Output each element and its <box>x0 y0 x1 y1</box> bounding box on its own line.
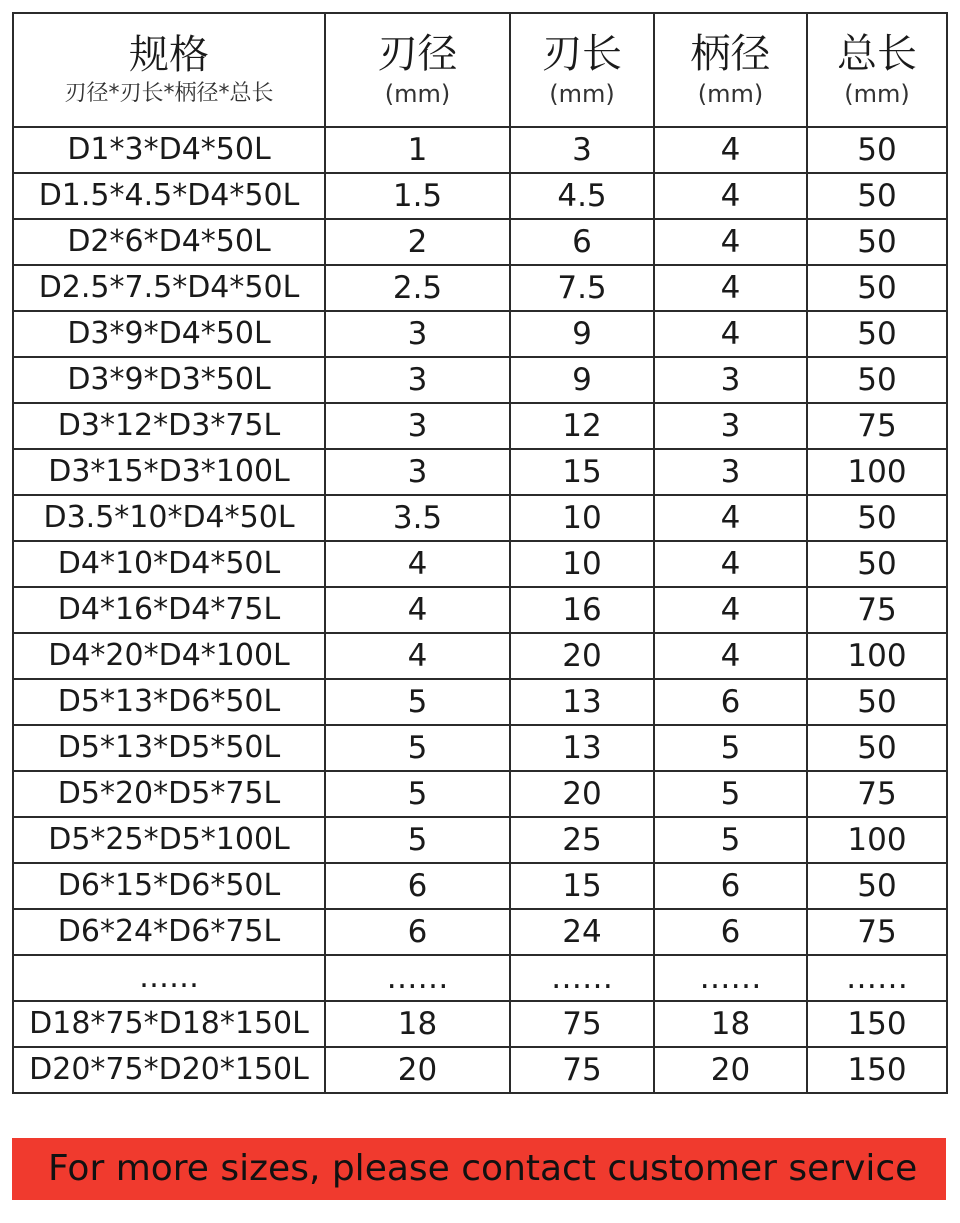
table-row <box>13 679 947 725</box>
overall-length-cell: 50 <box>807 357 947 403</box>
blade-diameter-cell: 4 <box>325 587 510 633</box>
spec-cell: D2.5*7.5*D4*50L <box>13 265 325 311</box>
header-spec-subtitle: 刃径*刃长*柄径*总长 <box>64 81 274 106</box>
table-row <box>13 1047 947 1093</box>
blade-diameter-cell: 6 <box>325 863 510 909</box>
spec-cell: D1.5*4.5*D4*50L <box>13 173 325 219</box>
table-row <box>13 403 947 449</box>
overall-length-cell: 150 <box>807 1047 947 1093</box>
table-row <box>13 173 947 219</box>
overall-length-cell: 50 <box>807 265 947 311</box>
overall-length-cell: 75 <box>807 771 947 817</box>
spec-cell: D1*3*D4*50L <box>13 127 325 173</box>
spec-cell: D3.5*10*D4*50L <box>13 495 325 541</box>
shank-diameter-cell: 4 <box>654 265 807 311</box>
blade-diameter-cell: 5 <box>325 817 510 863</box>
shank-diameter-cell: 3 <box>654 403 807 449</box>
blade-length-cell: 75 <box>510 1001 654 1047</box>
overall-length-cell: 50 <box>807 725 947 771</box>
header-shank-diameter-unit: (mm) <box>697 80 764 108</box>
spec-table-body <box>13 127 947 1093</box>
shank-diameter-cell: 4 <box>654 495 807 541</box>
blade-diameter-cell: 4 <box>325 633 510 679</box>
shank-diameter-cell: 4 <box>654 219 807 265</box>
shank-diameter-cell: 4 <box>654 173 807 219</box>
blade-diameter-cell: 20 <box>325 1047 510 1093</box>
blade-diameter-cell: 2 <box>325 219 510 265</box>
overall-length-cell: …… <box>807 955 947 1001</box>
spec-cell: D5*25*D5*100L <box>13 817 325 863</box>
blade-length-cell: 16 <box>510 587 654 633</box>
blade-length-cell: 13 <box>510 725 654 771</box>
spec-cell: D4*10*D4*50L <box>13 541 325 587</box>
table-row <box>13 357 947 403</box>
overall-length-cell: 100 <box>807 817 947 863</box>
overall-length-cell: 50 <box>807 541 947 587</box>
table-row <box>13 817 947 863</box>
table-row <box>13 725 947 771</box>
blade-diameter-cell: 1.5 <box>325 173 510 219</box>
table-row <box>13 955 947 1001</box>
blade-length-cell: 3 <box>510 127 654 173</box>
table-row <box>13 587 947 633</box>
table-row <box>13 1001 947 1047</box>
spec-cell: D3*12*D3*75L <box>13 403 325 449</box>
header-blade-length-title: 刃长 <box>542 31 622 77</box>
blade-diameter-cell: 3 <box>325 311 510 357</box>
overall-length-cell: 50 <box>807 219 947 265</box>
table-row <box>13 265 947 311</box>
overall-length-cell: 50 <box>807 173 947 219</box>
blade-length-cell: 15 <box>510 863 654 909</box>
overall-length-cell: 100 <box>807 633 947 679</box>
blade-diameter-cell: 5 <box>325 679 510 725</box>
spec-cell: D3*9*D3*50L <box>13 357 325 403</box>
overall-length-cell: 75 <box>807 909 947 955</box>
blade-length-cell: 75 <box>510 1047 654 1093</box>
overall-length-cell: 50 <box>807 495 947 541</box>
header-overall-length-unit: (mm) <box>844 80 910 108</box>
header-blade-length-unit: (mm) <box>549 80 615 108</box>
spec-cell: D3*9*D4*50L <box>13 311 325 357</box>
shank-diameter-cell: 4 <box>654 541 807 587</box>
blade-diameter-cell: 1 <box>325 127 510 173</box>
blade-length-cell: 24 <box>510 909 654 955</box>
shank-diameter-cell: 4 <box>654 311 807 357</box>
spec-cell: D5*13*D5*50L <box>13 725 325 771</box>
blade-length-cell: 20 <box>510 771 654 817</box>
blade-length-cell: 6 <box>510 219 654 265</box>
spec-cell: D5*13*D6*50L <box>13 679 325 725</box>
shank-diameter-cell: 6 <box>654 679 807 725</box>
blade-diameter-cell: 6 <box>325 909 510 955</box>
blade-diameter-cell: 3 <box>325 449 510 495</box>
shank-diameter-cell: 5 <box>654 771 807 817</box>
table-row <box>13 771 947 817</box>
header-row <box>13 13 947 127</box>
header-blade-diameter-title: 刃径 <box>377 31 458 77</box>
blade-diameter-cell: 2.5 <box>325 265 510 311</box>
table-row <box>13 863 947 909</box>
spec-cell: D2*6*D4*50L <box>13 219 325 265</box>
table-row <box>13 127 947 173</box>
spec-cell: D6*24*D6*75L <box>13 909 325 955</box>
header-spec-title: 规格 <box>129 32 209 78</box>
overall-length-cell: 50 <box>807 311 947 357</box>
shank-diameter-cell: 6 <box>654 863 807 909</box>
spec-cell: D4*20*D4*100L <box>13 633 325 679</box>
overall-length-cell: 150 <box>807 1001 947 1047</box>
shank-diameter-cell: 5 <box>654 817 807 863</box>
blade-diameter-cell: …… <box>325 955 510 1001</box>
header-blade-length <box>510 13 654 127</box>
spec-cell: D3*15*D3*100L <box>13 449 325 495</box>
table-row <box>13 541 947 587</box>
table-row <box>13 311 947 357</box>
shank-diameter-cell: 18 <box>654 1001 807 1047</box>
shank-diameter-cell: 4 <box>654 127 807 173</box>
blade-length-cell: 12 <box>510 403 654 449</box>
blade-diameter-cell: 18 <box>325 1001 510 1047</box>
table-row <box>13 219 947 265</box>
spec-cell: D4*16*D4*75L <box>13 587 325 633</box>
shank-diameter-cell: 6 <box>654 909 807 955</box>
blade-length-cell: 10 <box>510 495 654 541</box>
header-blade-diameter <box>325 13 510 127</box>
blade-length-cell: 10 <box>510 541 654 587</box>
table-row <box>13 495 947 541</box>
header-overall-length-title: 总长 <box>837 31 917 77</box>
blade-length-cell: 4.5 <box>510 173 654 219</box>
blade-length-cell: …… <box>510 955 654 1001</box>
blade-diameter-cell: 3 <box>325 403 510 449</box>
header-shank-diameter-title: 柄径 <box>690 31 771 77</box>
spec-cell: D6*15*D6*50L <box>13 863 325 909</box>
shank-diameter-cell: 5 <box>654 725 807 771</box>
spec-table <box>12 12 948 1094</box>
blade-diameter-cell: 3 <box>325 357 510 403</box>
blade-diameter-cell: 3.5 <box>325 495 510 541</box>
blade-length-cell: 25 <box>510 817 654 863</box>
header-spec <box>13 13 325 127</box>
blade-diameter-cell: 5 <box>325 771 510 817</box>
contact-banner: For more sizes, please contact customer service <box>12 1138 946 1200</box>
overall-length-cell: 100 <box>807 449 947 495</box>
header-blade-diameter-unit: (mm) <box>384 80 451 108</box>
overall-length-cell: 50 <box>807 127 947 173</box>
table-row <box>13 449 947 495</box>
blade-length-cell: 13 <box>510 679 654 725</box>
blade-length-cell: 9 <box>510 357 654 403</box>
overall-length-cell: 75 <box>807 587 947 633</box>
blade-diameter-cell: 4 <box>325 541 510 587</box>
shank-diameter-cell: 20 <box>654 1047 807 1093</box>
spec-cell: …… <box>13 955 325 1001</box>
blade-length-cell: 7.5 <box>510 265 654 311</box>
overall-length-cell: 50 <box>807 863 947 909</box>
table-row <box>13 633 947 679</box>
shank-diameter-cell: 3 <box>654 357 807 403</box>
blade-length-cell: 9 <box>510 311 654 357</box>
table-row <box>13 909 947 955</box>
overall-length-cell: 50 <box>807 679 947 725</box>
header-overall-length <box>807 13 947 127</box>
overall-length-cell: 75 <box>807 403 947 449</box>
header-shank-diameter <box>654 13 807 127</box>
shank-diameter-cell: …… <box>654 955 807 1001</box>
shank-diameter-cell: 4 <box>654 633 807 679</box>
spec-cell: D5*20*D5*75L <box>13 771 325 817</box>
blade-diameter-cell: 5 <box>325 725 510 771</box>
spec-cell: D18*75*D18*150L <box>13 1001 325 1047</box>
shank-diameter-cell: 3 <box>654 449 807 495</box>
blade-length-cell: 15 <box>510 449 654 495</box>
shank-diameter-cell: 4 <box>654 587 807 633</box>
blade-length-cell: 20 <box>510 633 654 679</box>
spec-cell: D20*75*D20*150L <box>13 1047 325 1093</box>
